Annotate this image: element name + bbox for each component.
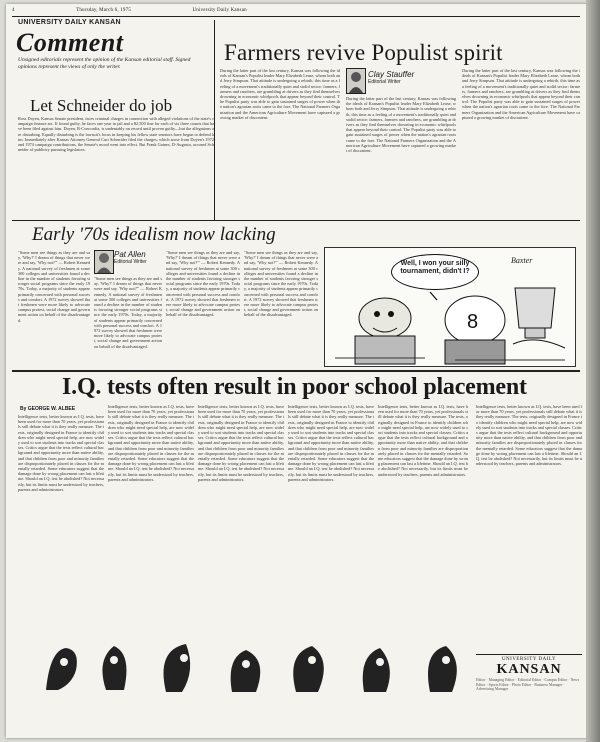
iq-byline: By GEORGE W. ALBEE <box>20 406 76 412</box>
schneider-body: Ross Doyen, Kansas Senate president, faces criminal charges in connection with alleged violations of the state's campaign finance act. If found guilty, he faces one year in jail and a $2,500 fine for each of six three counts that have been filed against him. Doyen, R-Concordia, is undeniably on record until proven guilty—but the allegations are disturbing. Equally disturbing is the lawsuit's focus in keeping his fellow state senators have begun to defend him. Immediately after Kansas Attorney General Curt Schneider filed the charges, which arose from Doyen's 1972 and 1974 campaign contributions, the Senate's mood went into effect. But Frank Gaines, D-Augusta, accused Schneider of publicity pursuing legislators. <box>18 116 214 153</box>
farmers-author: Clay Stauffer <box>368 70 415 79</box>
idealism-body-col4: "Some men see things as they are and say, 'Why?' I dream of things that never were and say, 'Why not?'" — Robert Kennedy. A national survey of freshmen at some 300 colleges and universities found a decline in the number of students favoring stronger social programs since the early 1970s. Today, a majority of students appear primarily concerned with personal success and comfort. A 1972 survey showed that freshmen were more likely to advocate campus protest, social change and government action on behalf of the disadvantaged. <box>244 250 318 318</box>
cartoon-caption: Well, I won your silly tournament, didn't I? <box>391 254 479 290</box>
masthead-name: KANSAN <box>496 662 562 677</box>
idealism-body-col1: "Some men see things as they are and say, 'Why?' I dream of things that never were and say, 'Why not?'" — Robert Kennedy. A national survey of freshmen at some 300 colleges and universities found a decline in the number of students favoring stronger social programs since the early 1970s. Today, a majority of students appear primarily concerned with personal success and comfort. A 1972 survey showed that freshmen were more likely to advocate campus protest, social change and government action on behalf of the disadvantaged. <box>18 250 90 323</box>
idealism-body-col2: "Some men see things as they are and say, 'Why?' I dream of things that never were and say, 'Why not?'" — Robert Kennedy. A national survey of freshmen at some 300 colleges and universities found a decline in the number of students favoring stronger social programs since the early 1970s. Today, a majority of students appear primarily concerned with personal success and comfort. A 1972 survey showed that freshmen were more likely to advocate campus protest, social change and government action on behalf of the disadvantaged. <box>94 276 162 349</box>
svg-text:8: 8 <box>467 311 479 333</box>
editorial-note: Unsigned editorials represent the opinion of the Kansan editorial staff. Signed opinions represent the views of only the writer. <box>18 57 191 70</box>
editorial-cartoon <box>324 247 576 367</box>
page-binding <box>586 0 600 742</box>
section-kicker: UNIVERSITY DAILY KANSAN <box>18 19 121 26</box>
iq-body-col3: Intelligence tests, better known as I.Q. tests, have been used for more than 70 years, yet professionals still debate what it is they really measure. The tests, originally designed in France to identify children who might need special help, are now widely used to sort students into tracks and special classes. Critics argue that the tests reflect cultural background and opportunity more than native ability, and that children from poor and minority families are disproportionately placed in classes for the mentally retarded. Some educators suggest that the damage done by wrong placement can last a lifetime. Should an I.Q. test be abolished? Not necessarily, but its limits must be understood by teachers, parents and administrators. <box>198 404 284 482</box>
page-number: 4 <box>12 8 15 13</box>
masthead-staff: Editor · Managing Editor · Editorial Editor · Campus Editor · News Editor · Sports Editor · Photo Editor · Business Manager · Advertising Manager <box>476 678 580 692</box>
idealism-byline <box>114 250 147 265</box>
iq-illustration <box>36 630 470 696</box>
folio-line <box>12 8 307 13</box>
iq-body-col4: Intelligence tests, better known as I.Q. tests, have been used for more than 70 years, yet professionals still debate what it is they really measure. The tests, originally designed in France to identify children who might need special help, are now widely used to sort students into tracks and special classes. Critics argue that the tests reflect cultural background and opportunity more than native ability, and that children from poor and minority families are disproportionately placed in classes for the mentally retarded. Some educators suggest that the damage done by wrong placement can last a lifetime. Should an I.Q. test be abolished? Not necessarily, but its limits must be understood by teachers, parents and administrators. <box>288 404 374 482</box>
idealism-headline: Early '70s idealism now lacking <box>32 224 276 245</box>
farmers-body-col1: During the latter part of the last century, Kansas was following the ideals of Kansan's Populist leader Mary Elizabeth Lease, whom both and Jerry Simpson. That attitude is undergoing a rebirth, this time as a feeling of a movement's traditionally quiet and stolid sector: farmers, farmers and ranchers, are grumbling at drivers as they find themselves drowning in economic whirlpools that appear beyond their control. The Populist party was able to gain sustained surges of power when the nation's agrarian roots came to the fore. The National Farmers Organization and the American Agriculture Movement have captured a growing market of discontent. <box>220 68 340 120</box>
iq-body-col1: Intelligence tests, better known as I.Q. tests, have been used for more than 70 years, yet professionals still debate what it is they really measure. The tests, originally designed in France to identify children who might need special help, are now widely used to sort students into tracks and special classes. Critics argue that the tests reflect cultural background and opportunity more than native ability, and that children from poor and minority families are disproportionately placed in classes for the mentally retarded. Some educators suggest that the damage done by wrong placement can last a lifetime. Should an I.Q. test be abolished? Not necessarily, but its limits must be understood by teachers, parents and administrators. <box>18 414 104 492</box>
farmers-byline <box>368 70 414 85</box>
paper-name: University Daily Kansan <box>192 8 247 13</box>
iq-headline: I.Q. tests often result in poor school placement <box>62 374 527 400</box>
farmers-author-title: Editorial Writer <box>368 79 401 85</box>
allen-portrait <box>94 250 114 274</box>
section-title: Comment <box>16 28 124 57</box>
idealism-author: Pat Allen <box>114 250 146 259</box>
farmers-body-col2: During the latter part of the last century, Kansas was following the ideals of Kansan's Populist leader Mary Elizabeth Lease, whom both and Jerry Simpson. That attitude is undergoing a rebirth, this time as a feeling of a movement's traditionally quiet and stolid sector: farmers, farmers and ranchers, are grumbling at drivers as they find themselves drowning in economic whirlpools that appear beyond their control. The Populist party was able to gain sustained surges of power when the nation's agrarian roots came to the fore. The National Farmers Organization and the American Agriculture Movement have captured a growing market of discontent. <box>346 96 456 154</box>
schneider-headline: Let Schneider do job <box>30 96 173 115</box>
masthead-university: UNIVERSITY DAILY <box>501 657 557 662</box>
farmers-headline: Farmers revive Populist spirit <box>224 40 503 65</box>
masthead <box>476 654 582 692</box>
issue-date: Thursday, March 6, 1975 <box>76 8 132 13</box>
stauffer-portrait <box>346 68 366 94</box>
iq-body-col2: Intelligence tests, better known as I.Q. tests, have been used for more than 70 years, yet professionals still debate what it is they really measure. The tests, originally designed in France to identify children who might need special help, are now widely used to sort students into tracks and special classes. Critics argue that the tests reflect cultural background and opportunity more than native ability, and that children from poor and minority families are disproportionately placed in classes for the mentally retarded. Some educators suggest that the damage done by wrong placement can last a lifetime. Should an I.Q. test be abolished? Not necessarily, but its limits must be understood by teachers, parents and administrators. <box>108 404 194 482</box>
farmers-body-col3: During the latter part of the last century, Kansas was following the ideals of Kansan's Populist leader Mary Elizabeth Lease, whom both and Jerry Simpson. That attitude is undergoing a rebirth, this time as a feeling of a movement's traditionally quiet and stolid sector: farmers, farmers and ranchers, are grumbling at drivers as they find themselves drowning in economic whirlpools that appear beyond their control. The Populist party was able to gain sustained surges of power when the nation's agrarian roots came to the fore. The National Farmers Organization and the American Agriculture Movement have captured a growing market of discontent. <box>462 68 581 120</box>
iq-body-col6: Intelligence tests, better known as I.Q. tests, have been used for more than 70 years, yet professionals still debate what it is they really measure. The tests, originally designed in France to identify children who might need special help, are now widely used to sort students into tracks and special classes. Critics argue that the tests reflect cultural background and opportunity more than native ability, and that children from poor and minority families are disproportionately placed in classes for the mentally retarded. Some educators suggest that the damage done by wrong placement can last a lifetime. Should an I.Q. test be abolished? Not necessarily, but its limits must be understood by teachers, parents and administrators. <box>476 404 582 467</box>
newspaper-page <box>6 4 594 738</box>
idealism-author-title: Editorial Writer <box>114 259 147 265</box>
cartoon-drawing <box>325 248 575 366</box>
iq-body-col5: Intelligence tests, better known as I.Q. tests, have been used for more than 70 years, yet professionals still debate what it is they really measure. The tests, originally designed in France to identify children who might need special help, are now widely used to sort students into tracks and special classes. Critics argue that the tests reflect cultural background and opportunity more than native ability, and that children from poor and minority families are disproportionately placed in classes for the mentally retarded. Some educators suggest that the damage done by wrong placement can last a lifetime. Should an I.Q. test be abolished? Not necessarily, but its limits must be understood by teachers, parents and administrators. <box>378 404 468 477</box>
cartoon-signature: Baxter <box>511 256 533 265</box>
idealism-body-col3: "Some men see things as they are and say, 'Why?' I dream of things that never were and say, 'Why not?'" — Robert Kennedy. A national survey of freshmen at some 300 colleges and universities found a decline in the number of students favoring stronger social programs since the early 1970s. Today, a majority of students appear primarily concerned with personal success and comfort. A 1972 survey showed that freshmen were more likely to advocate campus protest, social change and government action on behalf of the disadvantaged. <box>166 250 240 318</box>
